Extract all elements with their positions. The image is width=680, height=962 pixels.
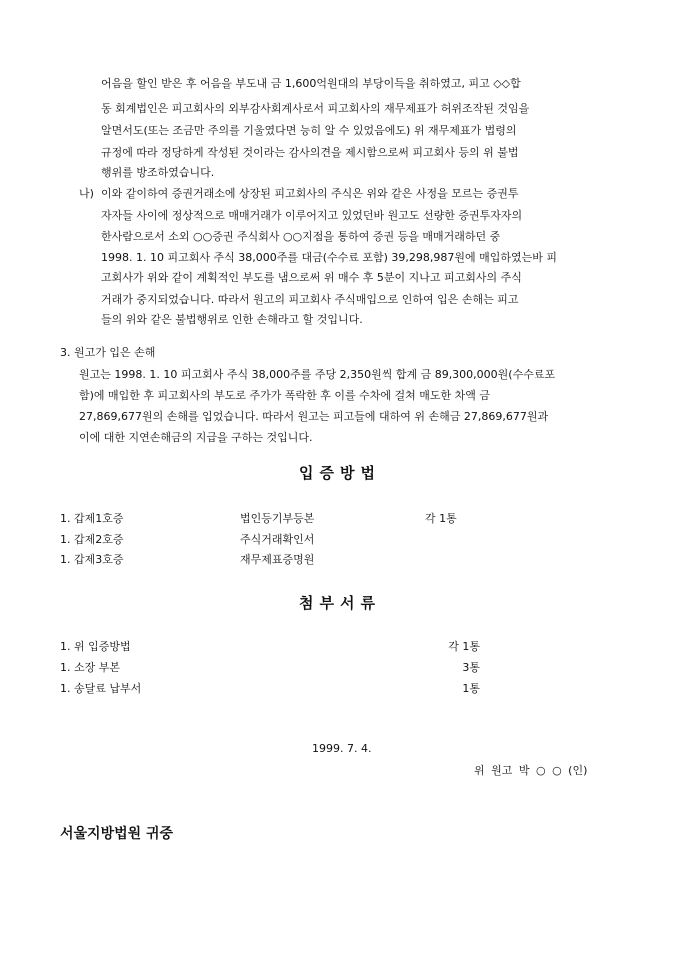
text-line: 함)에 매입한 후 피고회사의 부도로 주가가 폭락한 후 이를 수차에 걸쳐 매도한 차액 금 [79,389,491,402]
text-line: 거래가 중지되었습니다. 따라서 원고의 피고회사 주식매입으로 인하여 입은 손해는 피고 [101,293,519,306]
list-item [60,682,480,696]
attachments-heading: 첨부서류 [299,594,381,612]
text-line: 어음을 할인 받은 후 어음을 부도내 금 1,600억원대의 부당이득을 취하였고, 피고 ◇◇합 [101,77,521,90]
evidence-id: 1. 갑제1호증 [60,512,124,525]
text-line: 동 회계법인은 피고회사의 외부감사회계사로서 피고회사의 재무제표가 허위조작된 것임을 [101,102,530,115]
attachment-qty: 3통 [462,661,480,674]
list-item [60,553,480,567]
section-title: 3. 원고가 입은 손해 [60,346,156,359]
evidence-id: 1. 갑제3호증 [60,553,124,566]
text-line: 들의 위와 같은 불법행위로 인한 손해라고 할 것입니다. [101,313,363,326]
plaintiff-signature: 위 원고 박 ○ ○ (인) [474,764,588,777]
evidence-qty: 각 1통 [425,512,457,525]
attachment-qty: 1통 [462,682,480,695]
evidence-name: 재무제표증명원 [240,553,315,566]
text-line: 자자들 사이에 정상적으로 매매거래가 이루어지고 있었던바 원고도 선량한 증권투자자의 [101,209,523,222]
list-item [60,661,480,675]
text-line: 규정에 따라 정당하게 작성된 것이라는 감사의견을 제시함으로써 피고회사 등의 위 불법 [101,146,519,159]
evidence-heading: 입증방법 [299,464,381,482]
text-line: 1998. 1. 10 피고회사 주식 38,000주를 대금(수수료 포함) 39,298,987원에 매입하였는바 피 [101,251,558,264]
court-addressee: 서울지방법원 귀중 [60,826,174,842]
list-item [60,512,480,526]
evidence-id: 1. 갑제2호증 [60,533,124,546]
text-line: 고회사가 위와 같이 계획적인 부도를 냄으로써 위 매수 후 5분이 지나고 피고회사의 주식 [101,271,522,284]
text-line: 원고는 1998. 1. 10 피고회사 주식 38,000주를 주당 2,350원씩 합계 금 89,300,000원(수수료포 [79,368,556,381]
text-line: 행위를 방조하였습니다. [101,166,215,179]
evidence-name: 법인등기부등본 [240,512,315,525]
list-item [60,533,480,547]
evidence-name: 주식거래확인서 [240,533,315,546]
text-line: 이에 대한 지연손해금의 지급을 구하는 것입니다. [79,431,313,444]
attachment-name: 1. 송달료 납부서 [60,682,142,695]
text-line: 이와 같이하여 증권거래소에 상장된 피고회사의 주식은 위와 같은 사정을 모르는 증권투 [101,187,519,200]
text-line: 알면서도(또는 조금만 주의를 기울였다면 능히 알 수 있었음에도) 위 재무제표가 법령의 [101,124,517,137]
list-item [60,640,480,654]
attachment-name: 1. 위 입증방법 [60,640,131,653]
attachment-name: 1. 소장 부본 [60,661,120,674]
list-marker: 나) [79,187,94,200]
attachment-qty: 각 1통 [448,640,480,653]
filing-date: 1999. 7. 4. [312,742,372,755]
text-line: 한사람으로서 소외 ○○증권 주식회사 ○○지점을 통하여 증권 등을 매매거래하던 중 [101,230,501,243]
text-line: 27,869,677원의 손해를 입었습니다. 따라서 원고는 피고들에 대하여 위 손해금 27,869,677원과 [79,410,549,423]
